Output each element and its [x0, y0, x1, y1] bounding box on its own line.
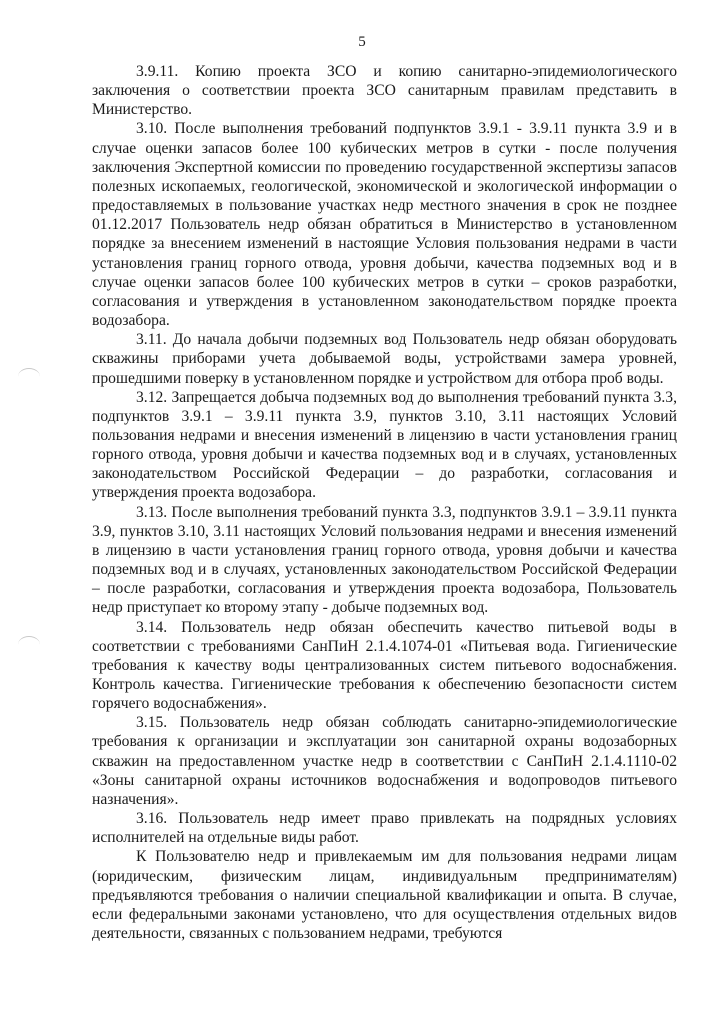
- document-body: [92, 62, 677, 943]
- paragraph-3-10: 3.10. После выполнения требований подпунктов 3.9.1 - 3.9.11 пункта 3.9 и в случае оценки запасов более 100 кубических метров в сутки - после получения заключения Экспертной комиссии по проведению государственной экспертизы запасов полезных ископаемых, геологической, экономической и экологической информации о предоставляемых в пользование участках недр местного значения в срок не позднее 01.12.2017 Пользователь недр обязан обратиться в Министерство в установленном порядке за внесением изменений в настоящие Условия пользования недрами в части установления границ горного отвода, уровня добычи, качества подземных вод и в случае оценки запасов более 100 кубических метров в сутки – сроков разработки, согласования и утверждения в установленном законодательством порядке проекта водозабора.: [92, 120, 677, 330]
- paragraph-qualification: К Пользователю недр и привлекаемым им для пользования недрами лицам (юридическим, физическим лицам, индивидуальным предпринимателям) предъявляются требования о наличии специальной квалификации и опыта. В случае, если федеральными законами установлено, что для осуществления отдельных видов деятельности, связанных с пользованием недрами, требуются: [92, 848, 677, 943]
- page-number: 5: [358, 34, 366, 50]
- paragraph-3-14: 3.14. Пользователь недр обязан обеспечить качество питьевой воды в соответствии с требованиями СанПиН 2.1.4.1074-01 «Питьевая вода. Гигиенические требования к качеству воды централизованных систем питьевого водоснабжения. Контроль качества. Гигиенические требования к обеспечению безопасности систем горячего водоснабжения».: [92, 618, 677, 713]
- punch-hole-mark: [18, 636, 40, 653]
- paragraph-3-12: 3.12. Запрещается добыча подземных вод до выполнения требований пункта 3.3, подпунктов 3.9.1 – 3.9.11 пункта 3.9, пунктов 3.10, 3.11 настоящих Условий пользования недрами и внесения изменений в лицензию в части установления границ горного отвода, уровня добычи и качества подземных вод и в случаях, установленных законодательством Российской Федерации – до разработки, согласования и утверждения проекта водозабора.: [92, 388, 677, 502]
- paragraph-3-9-11: 3.9.11. Копию проекта ЗСО и копию санитарно-эпидемиологического заключения о соответствии проекта ЗСО санитарным правилам представить в Министерство.: [92, 63, 677, 119]
- punch-hole-mark: [18, 368, 40, 385]
- paragraph-3-16: 3.16. Пользователь недр имеет право привлекать на подрядных условиях исполнителей на отдельные виды работ.: [92, 810, 677, 847]
- paragraph-3-13: 3.13. После выполнения требований пункта 3.3, подпунктов 3.9.1 – 3.9.11 пункта 3.9, пунктов 3.10, 3.11 настоящих Условий пользования недрами и внесения изменений в лицензию в части установления границ горного отвода, уровня добычи и качества подземных вод и в случаях, установленных законодательством Российской Федерации – после разработки, согласования и утверждения проекта водозабора, Пользователь недр приступает ко второму этапу - добыче подземных вод.: [92, 503, 677, 617]
- paragraph-3-11: 3.11. До начала добычи подземных вод Пользователь недр обязан оборудовать скважины приборами учета добываемой воды, устройствами замера уровней, прошедшими поверку в установленном порядке и устройством для отбора проб воды.: [92, 331, 677, 387]
- paragraph-3-15: 3.15. Пользователь недр обязан соблюдать санитарно-эпидемиологические требования к организации и эксплуатации зон санитарной охраны водозаборных скважин на предоставленном участке недр в соответствии с СанПиН 2.1.4.1110-02 «Зоны санитарной охраны источников водоснабжения и водопроводов питьевого назначения».: [92, 714, 677, 808]
